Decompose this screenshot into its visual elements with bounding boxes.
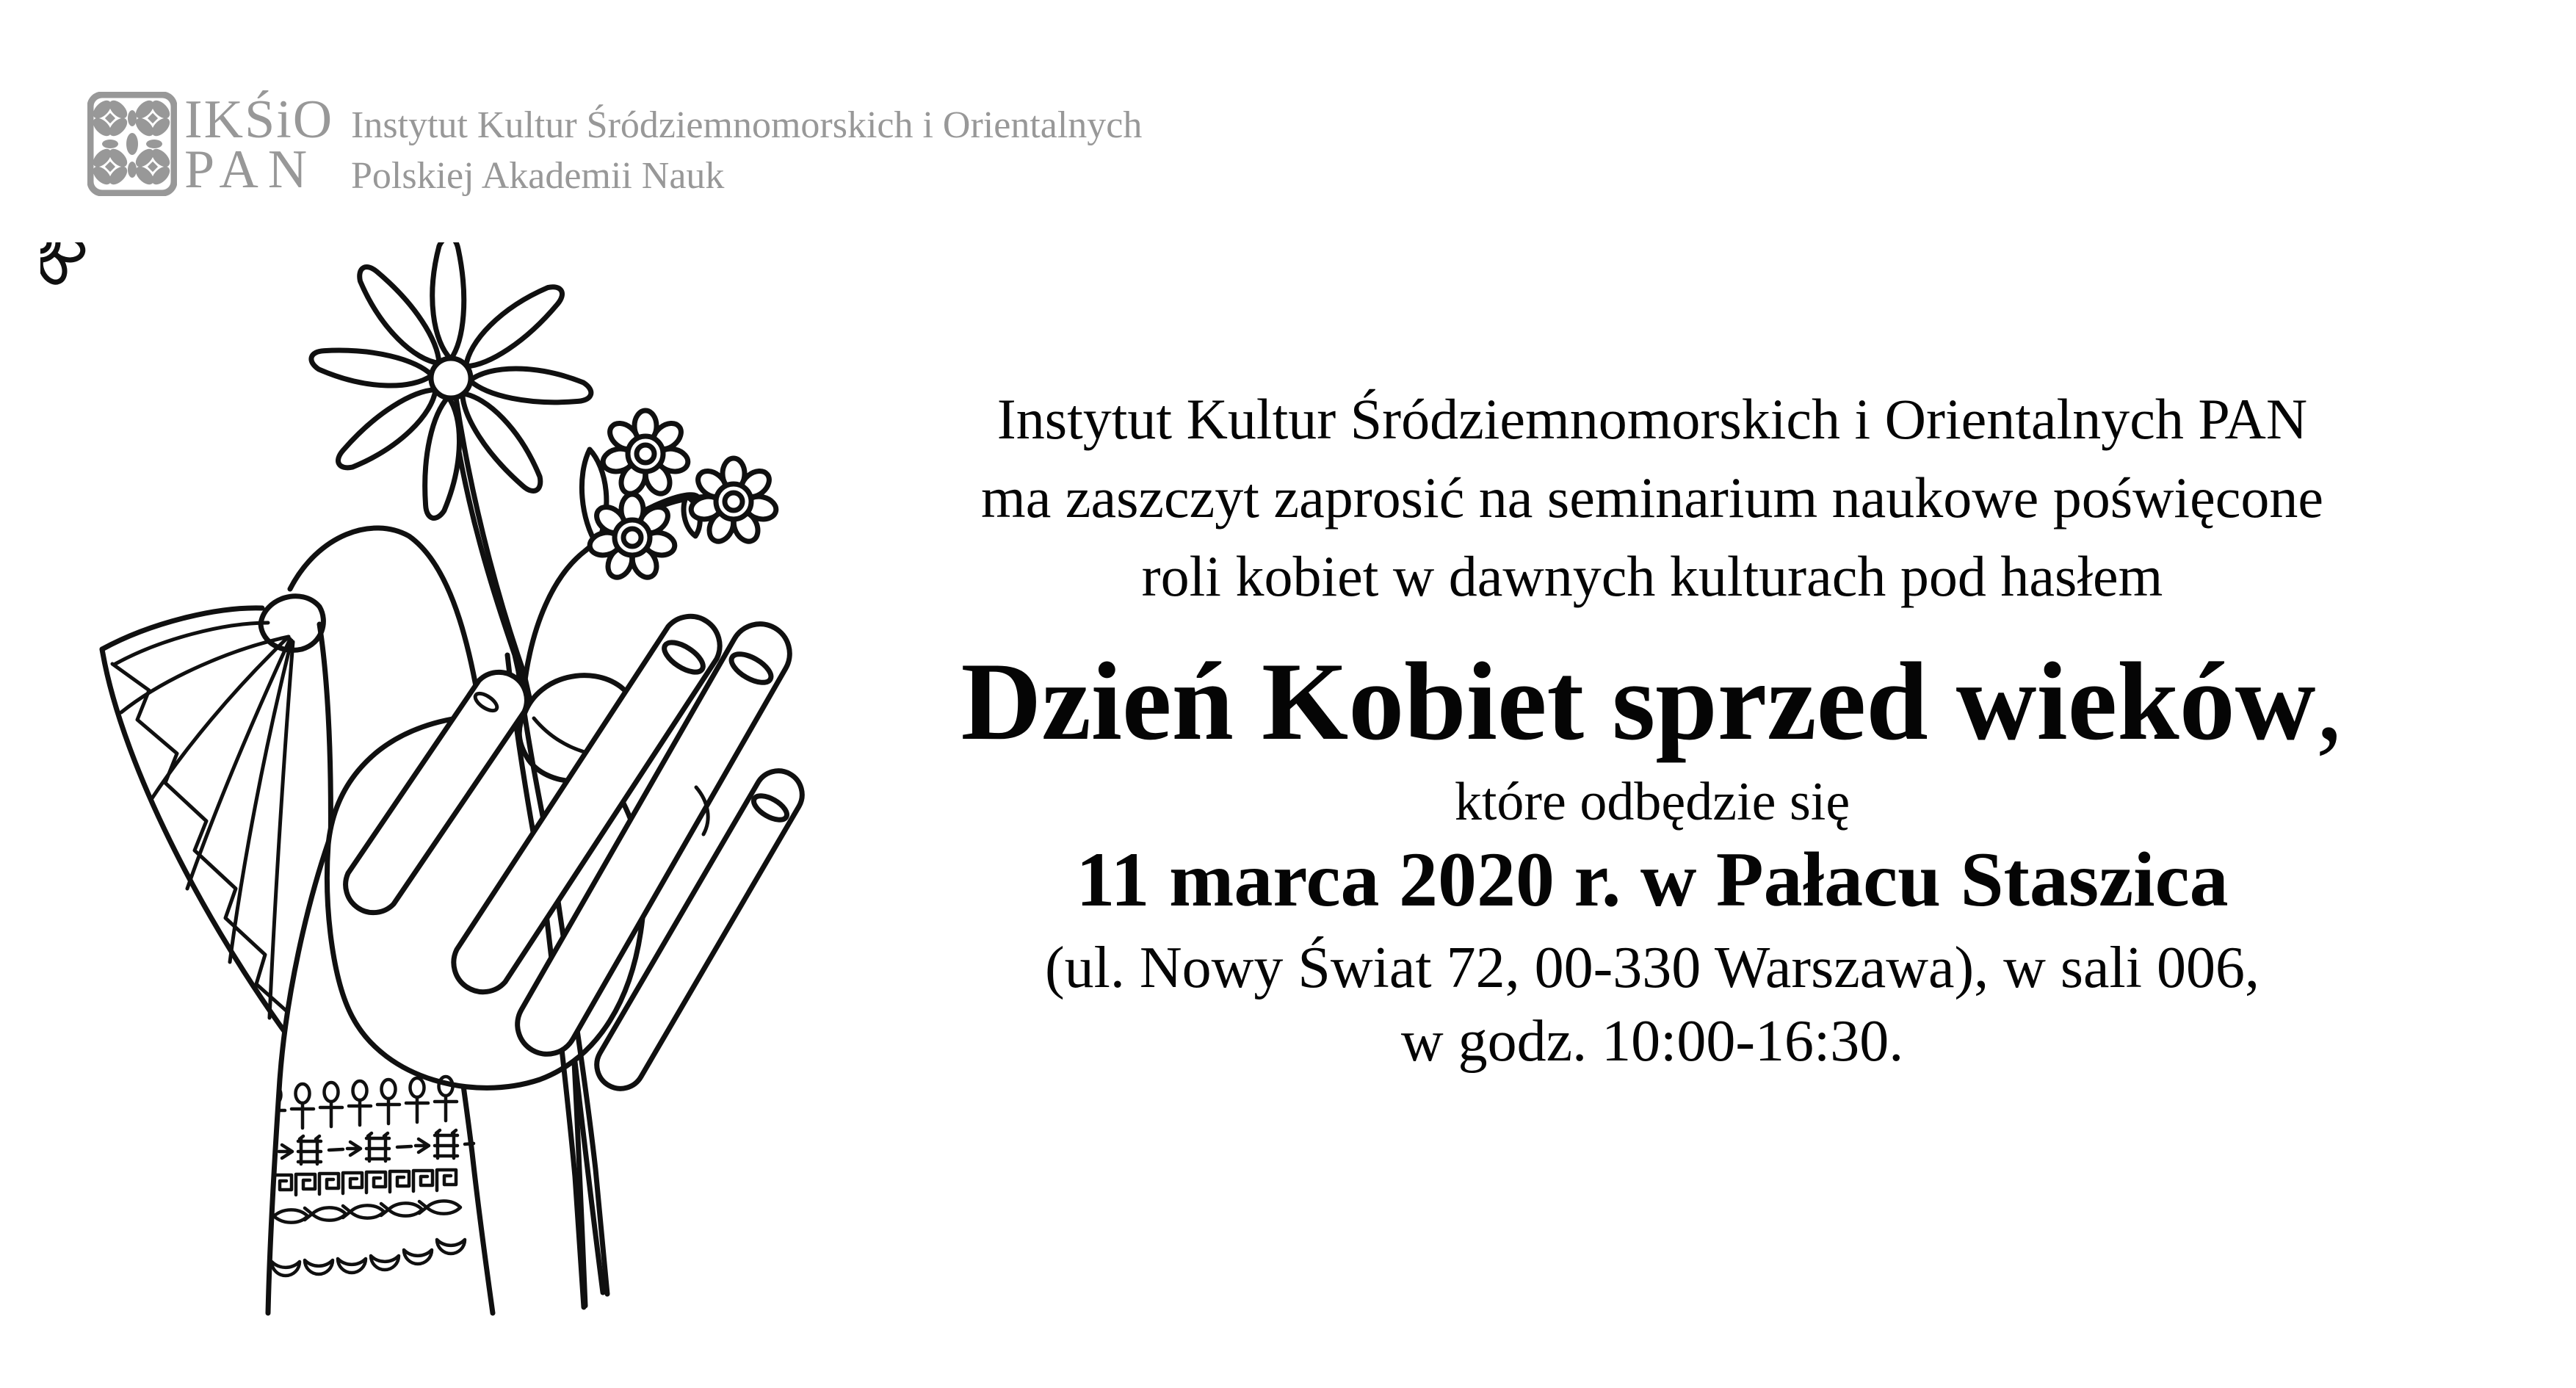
logo-acronym-pan: PAN <box>184 140 317 200</box>
star-flower-icon <box>308 242 593 521</box>
logo-institute-line1: Instytut Kultur Śródziemnomorskich i Orientalnych <box>351 104 1143 146</box>
logo-institute-line2: Polskiej Akademii Nauk <box>351 155 725 197</box>
event-subtitle: które odbędzie się <box>1454 772 1850 832</box>
invitation-intro <box>903 380 2401 615</box>
hand-holding-flowers-illustration <box>40 242 833 1322</box>
event-title-text: Dzień Kobiet sprzed wieków <box>960 640 2316 763</box>
event-date-venue: 11 marca 2020 r. w Pałacu Staszica <box>1076 836 2229 922</box>
intro-line-3: roli kobiet w dawnych kulturach pod hasłem <box>1141 544 2163 608</box>
logo-acronym-iksio: IKŚiO <box>184 90 334 150</box>
iksio-logo-ornament-icon <box>87 92 177 196</box>
event-title-comma: , <box>2315 640 2344 763</box>
event-title <box>903 633 2401 770</box>
intro-line-1: Instytut Kultur Śródziemnomorskich i Orientalnych PAN <box>996 387 2308 451</box>
event-address: (ul. Nowy Świat 72, 00-330 Warszawa), w sali 006, <box>1044 936 2260 1000</box>
logo-institute-name <box>351 100 1142 201</box>
intro-line-2: ma zaszczyt zaprosić na seminarium naukowe poświęcone <box>981 466 2323 529</box>
event-time: w godz. 10:00-16:30. <box>1400 1009 1904 1074</box>
